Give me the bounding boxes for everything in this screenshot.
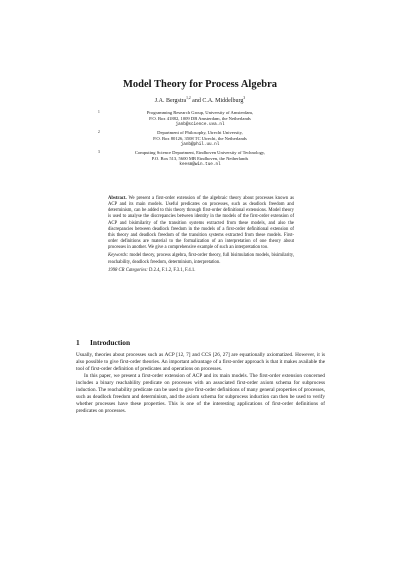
paper-title: Model Theory for Process Algebra <box>123 79 277 90</box>
affiliation-line: P.O. Box 41882, 1009 DB Amsterdam, the Netherlands <box>149 116 251 122</box>
abstract-paragraph <box>108 196 294 251</box>
affiliation-number: 3 <box>98 149 100 154</box>
affiliation-line: Computing Science Department, Eindhoven University of Technology, <box>134 149 266 155</box>
affiliation-1 <box>100 110 300 128</box>
affiliation-email: janb@science.uva.nl <box>175 122 225 128</box>
affiliation-number: 2 <box>98 129 100 134</box>
cr-categories <box>108 268 294 274</box>
affiliation-3 <box>100 150 300 168</box>
cr-categories-label: 1998 CR Categories: <box>108 267 148 273</box>
author-conjunction: and C.A. Middelburg <box>190 98 244 104</box>
body-paragraph: Usually, theories about processes such as ACP [12, 7] and CCS [26, 27] are equationally axiomatized. However, it is also possible to give first-order theories. An important advantage of a first-order approach is that it makes available the tool of first-order definition of predicates and operations on processes. <box>76 352 325 373</box>
section-heading <box>76 338 130 347</box>
keywords-text: model theory, process algebra, first-order theory, full bisimulation models, bisimilarity, reachability, deadlock freedom, determinism, interpretation. <box>108 253 294 265</box>
affiliation-line: Department of Philosophy, Utrecht University, <box>157 129 243 135</box>
affiliation-email: keesm@win.tue.nl <box>179 161 221 167</box>
author-1: J.A. Bergstra <box>154 98 187 104</box>
abstract-label: Abstract. <box>108 196 127 201</box>
affiliation-email: janb@phil.uu.nl <box>180 141 220 147</box>
body-text <box>76 352 325 415</box>
abstract <box>108 196 294 274</box>
cr-categories-text: D.2.4, F.1.2, F.3.1, F.4.1. <box>147 267 196 273</box>
author-2-affil-mark: 3 <box>243 96 246 100</box>
keywords <box>108 253 294 265</box>
section-title: Introduction <box>90 338 131 347</box>
section-number: 1 <box>76 338 80 347</box>
affiliation-line: P.O. Box 513, 5600 MB Eindhoven, the Netherlands <box>151 155 249 161</box>
affiliations <box>100 110 300 169</box>
affiliation-line: P.O. Box 80126, 3508 TC Utrecht, the Netherlands <box>153 135 247 141</box>
affiliation-line: Programming Research Group, University of Amsterdam, <box>146 110 254 115</box>
keywords-label: Keywords: <box>108 253 129 259</box>
author-line <box>0 98 400 104</box>
body-paragraph: In this paper, we present a first-order extension of ACP and its main models. The first-order extension concerned includes a binary reachability predicate on processes with an associated first-order axiom schema for subprocess induction. The reachability predicate can be used to give first-order definitions of many general properties of processes, such as deadlock freedom and determinism, and the axiom schema for subprocess induction can then be used to verify whether processes have these properties. This is one of the interesting applications of first-order definitions of predicates on processes. <box>76 373 325 415</box>
abstract-text: We present a first-order extension of the algebraic theory about processes known as ACP and its main models. Useful predicates on processes, such as deadlock freedom and determinism, can be added to this theory through first-order definitional extensions. Model theory is used to analyse the discrepancies between identity in the models of the first-order extension of ACP and bisimilarity of the transition systems extracted from these models, and also the discrepancies between deadlock freedom in the models of a first-order definitional extension of this theory and deadlock freedom of the transition systems extracted from these models. First-order definitions are material to the formalization of an interpretation of one theory about processes in another. We give a comprehensive example of such an interpretation too. <box>108 196 294 251</box>
affiliation-number: 1 <box>98 110 100 114</box>
author-1-affil-marks: 1,2 <box>186 96 191 100</box>
affiliation-2 <box>100 130 300 148</box>
